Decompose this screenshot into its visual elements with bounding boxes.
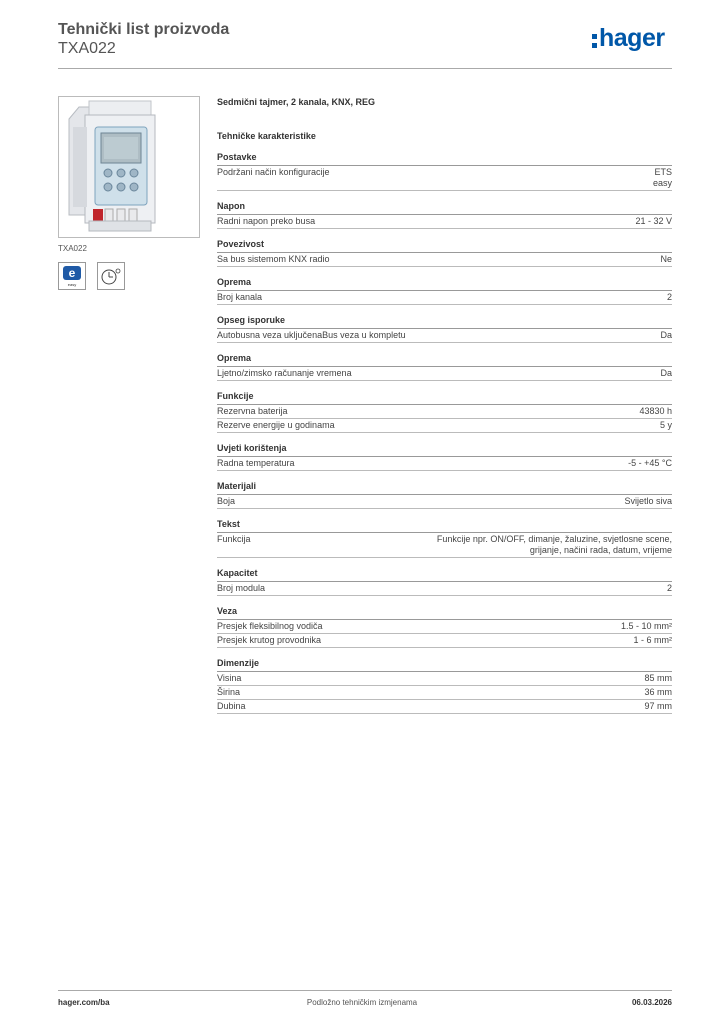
section-title: Funkcije [217,391,672,405]
footer-note: Podložno tehničkim izmjenama [306,998,418,1007]
spec-label: Presjek fleksibilnog vodiča [217,621,323,631]
spec-value-line: 2 [666,583,672,593]
svg-text:e: e [68,266,76,280]
section-title: Oprema [217,353,672,367]
spec-row [217,620,672,634]
footer-website: hager.com/ba [58,998,110,1007]
spec-row [217,672,672,686]
spec-row [217,533,672,558]
spec-section [217,519,672,558]
spec-section [217,568,672,596]
spec-section [217,606,672,648]
spec-label: Sa bus sistemom KNX radio [217,254,330,264]
spec-label: Radna temperatura [217,458,295,468]
spec-value [644,701,672,712]
product-code: TXA022 [58,40,116,57]
spec-value [653,167,672,189]
spec-value [624,496,672,507]
spec-value-line: 85 mm [644,673,672,683]
tech-characteristics-title: Tehničke karakteristike [217,131,316,141]
spec-value-line: 1.5 - 10 mm² [620,621,672,631]
spec-section [217,201,672,229]
document-title: Tehnički list proizvoda [58,21,230,38]
section-title: Opseg isporuke [217,315,672,329]
section-title: Veza [217,606,672,620]
spec-value-line: easy [652,178,672,188]
logo-wordmark: hager [599,24,665,52]
spec-value-line: Ne [660,254,672,264]
spec-value [660,330,672,341]
section-title: Napon [217,201,672,215]
spec-section [217,315,672,343]
section-title: Oprema [217,277,672,291]
spec-value [633,635,672,646]
spec-row [217,495,672,509]
footer-divider [58,990,672,991]
header-divider [58,68,672,69]
spec-value-line: Da [660,330,672,340]
spec-value [644,673,672,684]
spec-value-line: Svijetlo siva [624,496,672,506]
spec-value-line: Da [660,368,672,378]
spec-row [217,700,672,714]
spec-label: Funkcija [217,534,251,544]
spec-value [667,583,672,594]
footer-date: 06.03.2026 [631,998,672,1007]
spec-row [217,166,672,191]
spec-label: Radni napon preko busa [217,216,316,226]
spec-row [217,634,672,648]
spec-value-line: ETS [654,167,672,177]
spec-row [217,419,672,433]
spec-row [217,405,672,419]
spec-label: Podržani način konfiguracije [217,167,330,177]
section-title: Kapacitet [217,568,672,582]
spec-value [644,687,672,698]
spec-row [217,215,672,229]
spec-row [217,582,672,596]
spec-label: Rezervna baterija [217,406,288,416]
spec-label: Dubina [217,701,246,711]
spec-label: Presjek krutog provodnika [217,635,322,645]
product-name: Sedmični tajmer, 2 kanala, KNX, REG [217,97,376,107]
spec-row [217,253,672,267]
spec-value-line: 1 - 6 mm² [633,635,672,645]
spec-label: Visina [217,673,242,683]
spec-value-line: 36 mm [644,687,672,697]
section-title: Dimenzije [217,658,672,672]
spec-value [621,621,672,632]
product-image [58,96,200,238]
section-title: Postavke [217,152,672,166]
spec-label: Širina [217,687,241,697]
spec-label: Ljetno/zimsko računanje vremena [217,368,352,378]
spec-section [217,152,672,191]
spec-value-line: -5 - +45 °C [628,458,672,468]
spec-sections [217,152,672,714]
spec-label: Autobusna veza uključenaBus veza u kompletu [217,330,406,340]
spec-value-line: 97 mm [644,701,672,711]
spec-value-line: 21 - 32 V [635,216,672,226]
spec-label: Boja [217,496,236,506]
spec-label: Broj kanala [217,292,263,302]
spec-value [660,420,672,431]
spec-value [635,216,672,227]
spec-section [217,443,672,471]
easy-icon-label: easy [67,282,77,287]
spec-value [660,368,672,379]
spec-label: Broj modula [217,583,266,593]
image-caption: TXA022 [58,244,87,253]
section-title: Povezivost [217,239,672,253]
spec-value [660,254,672,265]
spec-value-line: Funkcije npr. ON/OFF, dimanje, žaluzine, svjetlosne scene, [436,534,672,544]
section-title: Materijali [217,481,672,495]
spec-row [217,686,672,700]
spec-section [217,353,672,381]
spec-value [628,458,672,469]
spec-section [217,391,672,433]
spec-value [667,292,672,303]
spec-value [437,534,672,556]
spec-value-line: 5 y [659,420,672,430]
spec-section [217,239,672,267]
clock-icon [97,262,125,290]
spec-content [217,96,672,714]
section-title: Tekst [217,519,672,533]
section-title: Uvjeti korištenja [217,443,672,457]
spec-label: Rezerve energije u godinama [217,420,335,430]
spec-section [217,658,672,714]
spec-value-line: 2 [666,292,672,302]
easy-configuration-icon [58,262,86,290]
spec-section [217,481,672,509]
logo-colon-mark [592,34,597,52]
spec-row [217,329,672,343]
spec-row [217,457,672,471]
spec-section [217,277,672,305]
spec-value-line: grijanje, načini rada, datum, vrijeme [529,545,672,555]
spec-row [217,367,672,381]
spec-value-line: 43830 h [639,406,672,416]
spec-value [639,406,672,417]
spec-row [217,291,672,305]
